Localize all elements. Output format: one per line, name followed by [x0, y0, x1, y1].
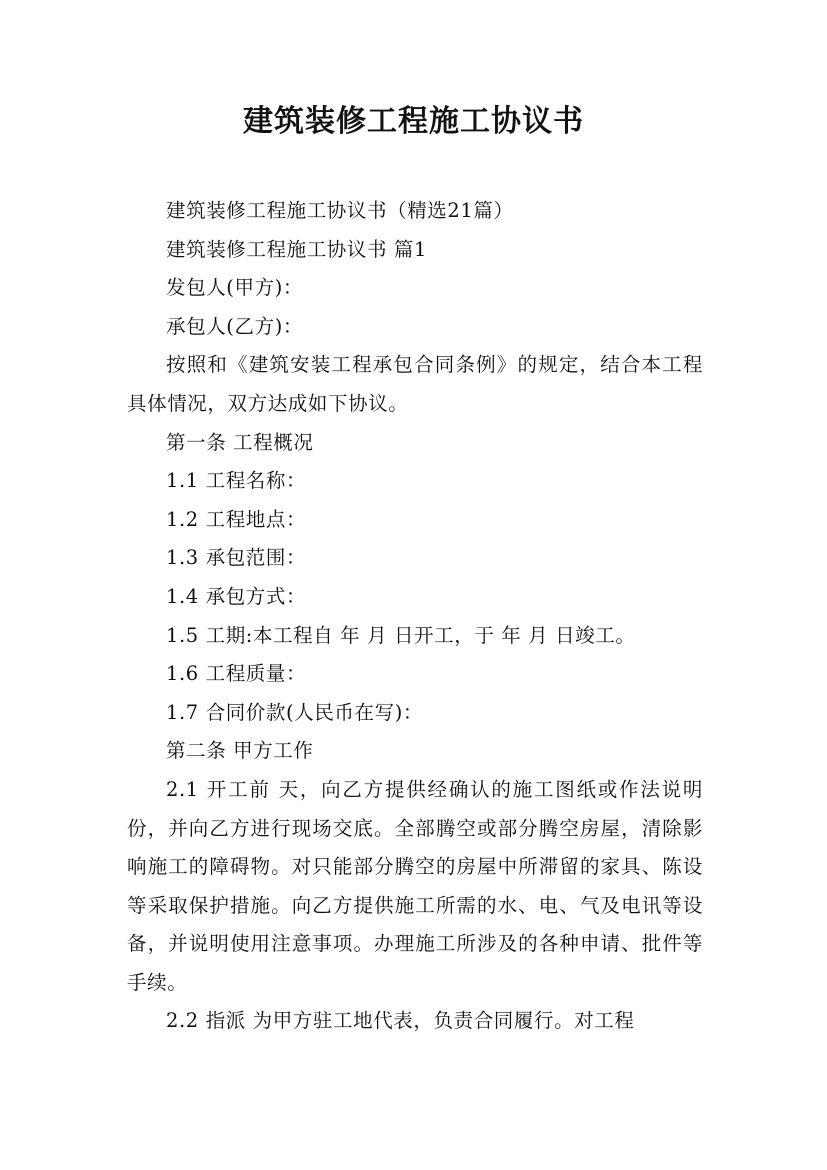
- paragraph-clause-2-2: 2.2 指派 为甲方驻工地代表，负责合同履行。对工程: [166, 1009, 635, 1033]
- paragraph-article-2-heading: 第二条 甲方工作: [166, 739, 314, 763]
- document-title: 建筑装修工程施工协议书: [243, 104, 584, 139]
- paragraph-clause-1-3: 1.3 承包范围：: [166, 546, 307, 570]
- document-body: [127, 192, 703, 1041]
- paragraph-section-heading: 建筑装修工程施工协议书 篇1: [166, 237, 428, 261]
- paragraph-clause-1-4: 1.4 承包方式：: [166, 584, 307, 608]
- paragraph-clause-1-2: 1.2 工程地点：: [166, 507, 307, 531]
- paragraph-article-1-heading: 第一条 工程概况: [166, 430, 314, 454]
- paragraph-clause-2-1: 2.1 开工前 天，向乙方提供经确认的施工图纸或作法说明 份，并向乙方进行现场交底。全部腾空或部分腾空房屋，清除影响施工的障碍物。对只能部分腾空的房屋中所滞留的家具、陈设等采取保护措施。向乙方提供施工所需的水、电、气及电讯等设备，并说明使用注意事项。办理施工所涉及的各种申请、批件等手续。: [127, 777, 703, 994]
- paragraph-clause-1-1: 1.1 工程名称：: [166, 469, 307, 493]
- paragraph-party-b: 承包人(乙方)：: [166, 314, 304, 338]
- paragraph-subtitle: 建筑装修工程施工协议书（精选21篇）: [166, 199, 514, 222]
- paragraph-clause-1-5: 1.5 工期:本工程自 年 月 日开工，于 年 月 日竣工。: [166, 623, 636, 647]
- paragraph-party-a: 发包人(甲方)：: [166, 276, 304, 300]
- paragraph-clause-1-7: 1.7 合同价款(人民币在写)：: [166, 700, 424, 724]
- paragraph-clause-1-6: 1.6 工程质量：: [166, 662, 307, 686]
- paragraph-preamble: 按照和《建筑安装工程承包合同条例》的规定，结合本工程具体情况，双方达成如下协议。: [127, 353, 703, 415]
